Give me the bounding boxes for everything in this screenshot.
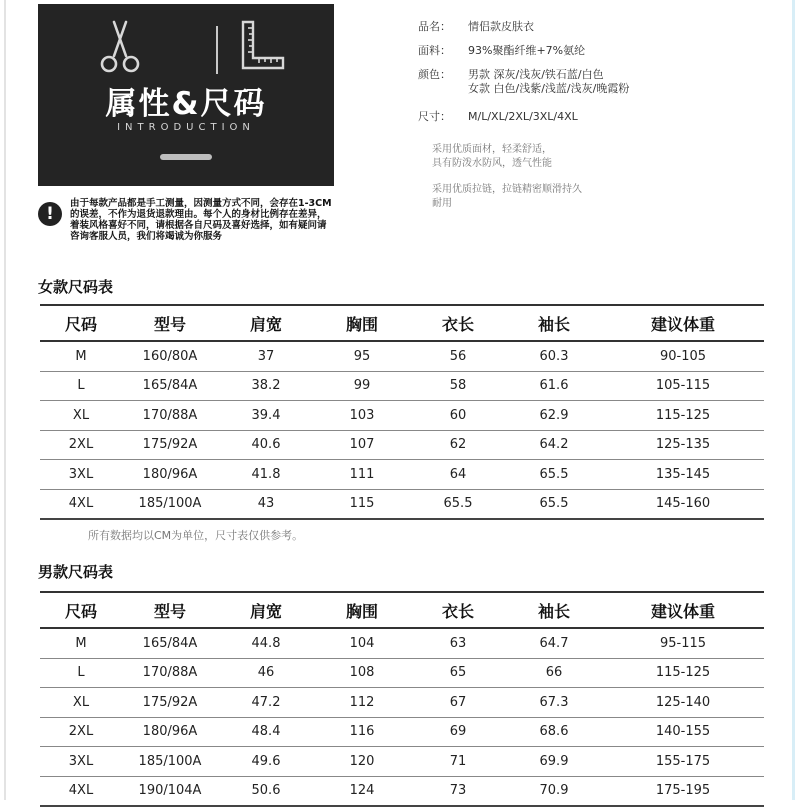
table-cell: 190/104A [122, 776, 218, 806]
table-cell: 165/84A [122, 628, 218, 658]
banner-divider [216, 26, 218, 74]
table-cell: 165/84A [122, 371, 218, 401]
table-row [40, 747, 764, 777]
table-row [40, 430, 764, 460]
spec-color-women [418, 82, 629, 96]
table-row [40, 776, 764, 806]
header-shoulder: 肩宽 [218, 305, 314, 341]
table-cell: 60.3 [506, 341, 602, 371]
header-size: 尺码 [40, 305, 122, 341]
table-cell: 185/100A [122, 747, 218, 777]
table-cell: 65 [410, 658, 506, 688]
table-cell: 65.5 [410, 489, 506, 519]
table-cell: 4XL [40, 489, 122, 519]
spec-value: 情侣款皮肤衣 [468, 20, 534, 33]
table-cell: 69.9 [506, 747, 602, 777]
table-cell: 145-160 [602, 489, 764, 519]
header-sleeve: 袖长 [506, 305, 602, 341]
feature-line: 耐用 [432, 198, 452, 209]
table-row [40, 717, 764, 747]
table-cell: 185/100A [122, 489, 218, 519]
feature-line: 采用优质拉链，拉链精密顺滑持久 [432, 184, 582, 195]
table-cell: 66 [506, 658, 602, 688]
table-row [40, 401, 764, 431]
feature-fabric [432, 143, 552, 171]
table-cell: 48.4 [218, 717, 314, 747]
table-cell: 103 [314, 401, 410, 431]
table-cell: 140-155 [602, 717, 764, 747]
table-row [40, 371, 764, 401]
table-cell: 3XL [40, 747, 122, 777]
banner-pill [160, 154, 212, 160]
table-cell: 49.6 [218, 747, 314, 777]
table-cell: 95-115 [602, 628, 764, 658]
table-cell: 3XL [40, 460, 122, 490]
intro-banner [38, 4, 334, 186]
table-cell: 62.9 [506, 401, 602, 431]
table-row [40, 688, 764, 718]
header-chest: 胸围 [314, 592, 410, 628]
table-cell: 71 [410, 747, 506, 777]
spec-size [418, 110, 578, 124]
table-cell: 125-140 [602, 688, 764, 718]
table-row [40, 460, 764, 490]
scissors-icon [96, 20, 144, 74]
table-cell: 115-125 [602, 401, 764, 431]
table-cell: 40.6 [218, 430, 314, 460]
table-cell: 64 [410, 460, 506, 490]
spec-value: 93%聚酯纤维+7%氨纶 [468, 44, 586, 57]
table-cell: 56 [410, 341, 506, 371]
men-size-table [40, 591, 764, 807]
table-row [40, 658, 764, 688]
table-cell: 44.8 [218, 628, 314, 658]
table-cell: 37 [218, 341, 314, 371]
table-cell: 64.7 [506, 628, 602, 658]
table-cell: 50.6 [218, 776, 314, 806]
table-cell: XL [40, 401, 122, 431]
table-cell: 125-135 [602, 430, 764, 460]
header-weight: 建议体重 [602, 305, 764, 341]
table-cell: 38.2 [218, 371, 314, 401]
table-cell: 155-175 [602, 747, 764, 777]
men-table-title: 男款尺码表 [38, 563, 114, 581]
left-divider [4, 0, 6, 800]
spec-fabric [418, 44, 585, 58]
table-cell: 170/88A [122, 401, 218, 431]
header-model: 型号 [122, 305, 218, 341]
table-cell: 43 [218, 489, 314, 519]
spec-value: M/L/XL/2XL/3XL/4XL [468, 110, 578, 123]
table-cell: 4XL [40, 776, 122, 806]
table-cell: 170/88A [122, 658, 218, 688]
feature-line: 采用优质面材，轻柔舒适， [432, 144, 552, 155]
spec-label: 品名： [418, 20, 451, 33]
ruler-icon [241, 20, 285, 70]
spec-color-men [418, 68, 604, 82]
header-chest: 胸围 [314, 305, 410, 341]
table-cell: 73 [410, 776, 506, 806]
table-row [40, 628, 764, 658]
table-cell: 135-145 [602, 460, 764, 490]
spec-value: 女款 白色/浅紫/浅蓝/浅灰/晚霞粉 [468, 82, 630, 95]
table-cell: 107 [314, 430, 410, 460]
spec-value: 男款 深灰/浅灰/铁石蓝/白色 [468, 68, 604, 81]
table-cell: 64.2 [506, 430, 602, 460]
feature-line: 具有防泼水防风，透气性能 [432, 158, 552, 169]
table-cell: 46 [218, 658, 314, 688]
table-cell: 175/92A [122, 688, 218, 718]
header-shoulder: 肩宽 [218, 592, 314, 628]
measurement-disclaimer: 由于每款产品都是手工测量，因测量方式不同，会存在1-3CM的误差，不作为退货退款理由。每个人的身材比例存在差异，着装风格喜好不同，请根据各自尺码及喜好选择，如有疑问请咨询客服人员，我们将竭诚为你服务 [70, 198, 332, 242]
table-cell: 180/96A [122, 717, 218, 747]
table-cell: 2XL [40, 717, 122, 747]
header-length: 衣长 [410, 305, 506, 341]
table-cell: L [40, 658, 122, 688]
table-cell: 120 [314, 747, 410, 777]
table-cell: 65.5 [506, 489, 602, 519]
header-length: 衣长 [410, 592, 506, 628]
table-cell: 58 [410, 371, 506, 401]
table-header-row [40, 305, 764, 341]
table-cell: 69 [410, 717, 506, 747]
table-cell: 105-115 [602, 371, 764, 401]
table-cell: 180/96A [122, 460, 218, 490]
header-sleeve: 袖长 [506, 592, 602, 628]
table-row [40, 489, 764, 519]
table-cell: 67.3 [506, 688, 602, 718]
table-cell: 39.4 [218, 401, 314, 431]
women-size-table [40, 304, 764, 520]
warning-icon: ! [38, 202, 62, 226]
header-weight: 建议体重 [602, 592, 764, 628]
banner-subtitle: INTRODUCTION [117, 122, 255, 133]
banner-title: 属性&尺码 [105, 86, 267, 122]
table-cell: 90-105 [602, 341, 764, 371]
table-cell: 175-195 [602, 776, 764, 806]
women-table-title: 女款尺码表 [38, 278, 114, 296]
table-cell: 124 [314, 776, 410, 806]
table-cell: 108 [314, 658, 410, 688]
table-cell: 63 [410, 628, 506, 658]
feature-zipper [432, 183, 582, 211]
table-cell: 116 [314, 717, 410, 747]
spec-name [418, 20, 534, 34]
table-cell: XL [40, 688, 122, 718]
table-cell: 41.8 [218, 460, 314, 490]
header-model: 型号 [122, 592, 218, 628]
table-header-row [40, 592, 764, 628]
table-cell: 112 [314, 688, 410, 718]
table-cell: 115 [314, 489, 410, 519]
table-cell: 61.6 [506, 371, 602, 401]
spec-label: 面料： [418, 44, 451, 57]
right-divider [792, 0, 795, 800]
table-cell: 99 [314, 371, 410, 401]
table-cell: 95 [314, 341, 410, 371]
table-cell: 160/80A [122, 341, 218, 371]
table-cell: 62 [410, 430, 506, 460]
table-cell: 60 [410, 401, 506, 431]
header-size: 尺码 [40, 592, 122, 628]
table-cell: 68.6 [506, 717, 602, 747]
table-cell: 115-125 [602, 658, 764, 688]
table-cell: 65.5 [506, 460, 602, 490]
table-cell: 2XL [40, 430, 122, 460]
table-cell: 111 [314, 460, 410, 490]
table-row [40, 341, 764, 371]
table-cell: 47.2 [218, 688, 314, 718]
table-cell: M [40, 341, 122, 371]
table-cell: 67 [410, 688, 506, 718]
spec-label: 颜色： [418, 68, 451, 81]
table-cell: L [40, 371, 122, 401]
table-cell: 70.9 [506, 776, 602, 806]
size-footnote: 所有数据均以CM为单位，尺寸表仅供参考。 [88, 529, 304, 542]
spec-label: 尺寸： [418, 110, 451, 123]
table-cell: M [40, 628, 122, 658]
table-cell: 104 [314, 628, 410, 658]
table-cell: 175/92A [122, 430, 218, 460]
